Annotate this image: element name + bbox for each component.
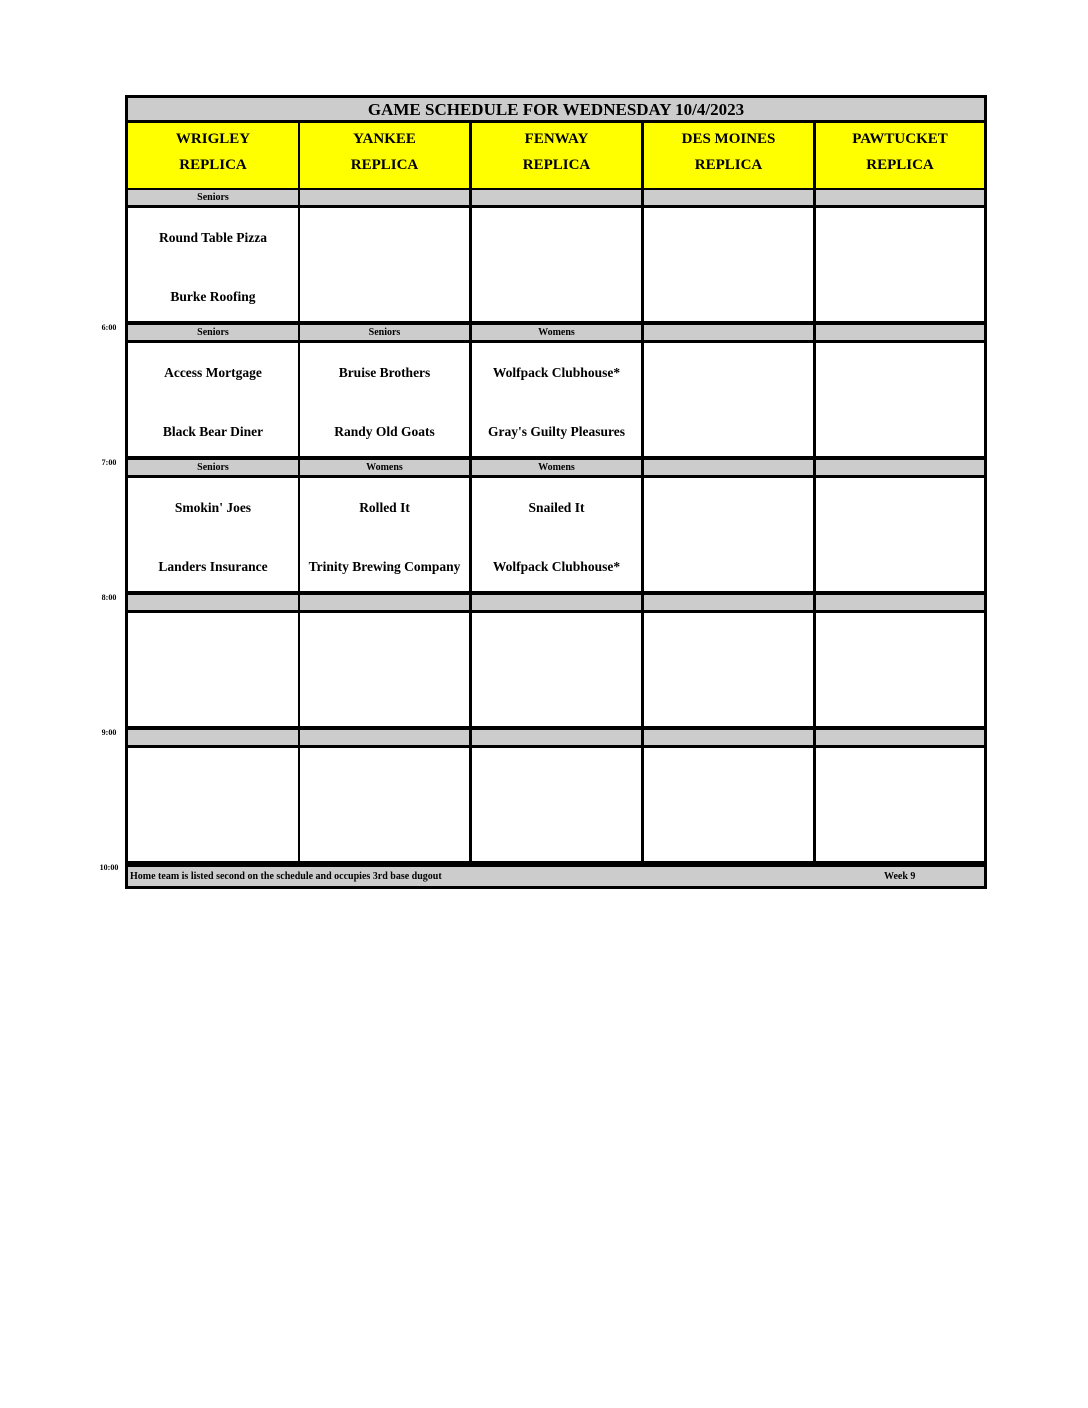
game-cell <box>644 343 813 456</box>
time-label: 9:00 <box>101 728 117 737</box>
division-label <box>816 190 984 205</box>
game-cell <box>128 343 298 456</box>
game-cell <box>816 343 984 456</box>
home-team: Landers Insurance <box>158 559 268 574</box>
division-label: Seniors <box>128 325 298 340</box>
division-label <box>300 595 469 610</box>
division-label <box>816 325 984 340</box>
time-label: 6:00 <box>101 323 117 332</box>
division-label: Womens <box>472 460 641 475</box>
venue-subtitle: REPLICA <box>522 157 591 173</box>
game-cell <box>128 208 298 321</box>
game-cell <box>472 748 641 861</box>
division-label <box>472 595 641 610</box>
time-slot-row <box>128 460 984 593</box>
venue-name: YANKEE <box>353 131 416 147</box>
venue-header <box>816 123 984 188</box>
game-cell <box>300 748 469 861</box>
division-label <box>644 730 813 745</box>
game-cell <box>472 343 641 456</box>
game-cell <box>300 208 469 321</box>
division-label <box>816 460 984 475</box>
division-label <box>128 730 298 745</box>
venue-name: FENWAY <box>524 131 589 147</box>
game-cell <box>644 748 813 861</box>
game-cell <box>644 478 813 591</box>
game-cell <box>816 208 984 321</box>
division-label <box>128 595 298 610</box>
division-label: Seniors <box>128 190 298 205</box>
venue-subtitle: REPLICA <box>179 157 247 173</box>
game-cell <box>472 613 641 726</box>
venue-header <box>472 123 641 188</box>
division-label <box>300 730 469 745</box>
home-team-note: Home team is listed second on the schedule and occupies 3rd base dugout <box>130 871 442 882</box>
time-label: 8:00 <box>101 593 117 602</box>
game-cell <box>644 613 813 726</box>
game-cell <box>128 613 298 726</box>
venue-subtitle: REPLICA <box>350 157 419 173</box>
venue-subtitle: REPLICA <box>866 157 934 173</box>
time-slot-row <box>128 190 984 323</box>
away-team: Access Mortgage <box>164 365 262 380</box>
game-cell <box>128 478 298 591</box>
away-team: Round Table Pizza <box>158 230 268 245</box>
division-label <box>300 190 469 205</box>
week-label: Week 9 <box>884 871 916 882</box>
time-slot-row <box>128 325 984 458</box>
away-team: Bruise Brothers <box>338 365 431 380</box>
away-team: Smokin' Joes <box>174 500 252 515</box>
venue-subtitle: REPLICA <box>694 157 763 173</box>
division-label <box>472 730 641 745</box>
time-slot-row <box>128 730 984 863</box>
venue-name: WRIGLEY <box>175 131 251 147</box>
division-label: Womens <box>300 460 469 475</box>
game-cell <box>300 343 469 456</box>
venue-header <box>128 123 298 188</box>
game-cell <box>472 208 641 321</box>
game-cell <box>816 748 984 861</box>
time-label: 10:00 <box>99 863 119 872</box>
game-cell <box>128 748 298 861</box>
game-cell <box>300 613 469 726</box>
division-label: Seniors <box>300 325 469 340</box>
venue-name: PAWTUCKET <box>852 131 948 147</box>
game-cell <box>816 613 984 726</box>
venue-name: DES MOINES <box>681 131 776 147</box>
schedule-footer <box>128 867 984 886</box>
away-team: Rolled It <box>359 500 410 515</box>
venue-header <box>644 123 813 188</box>
home-team: Trinity Brewing Company <box>308 559 461 574</box>
division-label: Seniors <box>128 460 298 475</box>
time-slot-row <box>128 595 984 728</box>
schedule-table <box>125 95 987 889</box>
division-label <box>644 325 813 340</box>
division-label <box>644 595 813 610</box>
venue-header-row <box>128 123 984 188</box>
venue-header <box>300 123 469 188</box>
game-cell <box>644 208 813 321</box>
away-team: Snailed It <box>528 500 585 515</box>
division-label <box>816 595 984 610</box>
division-label <box>472 190 641 205</box>
home-team: Black Bear Diner <box>162 424 264 439</box>
game-cell <box>300 478 469 591</box>
game-cell <box>816 478 984 591</box>
game-cell <box>472 478 641 591</box>
away-team: Wolfpack Clubhouse* <box>492 365 621 380</box>
division-label <box>644 460 813 475</box>
home-team: Burke Roofing <box>170 289 256 304</box>
home-team: Gray's Guilty Pleasures <box>488 424 625 439</box>
home-team: Wolfpack Clubhouse* <box>492 559 621 574</box>
home-team: Randy Old Goats <box>334 424 435 439</box>
schedule-title: GAME SCHEDULE FOR WEDNESDAY 10/4/2023 <box>128 98 984 120</box>
time-label: 7:00 <box>101 458 117 467</box>
division-label <box>644 190 813 205</box>
division-label: Womens <box>472 325 641 340</box>
division-label <box>816 730 984 745</box>
